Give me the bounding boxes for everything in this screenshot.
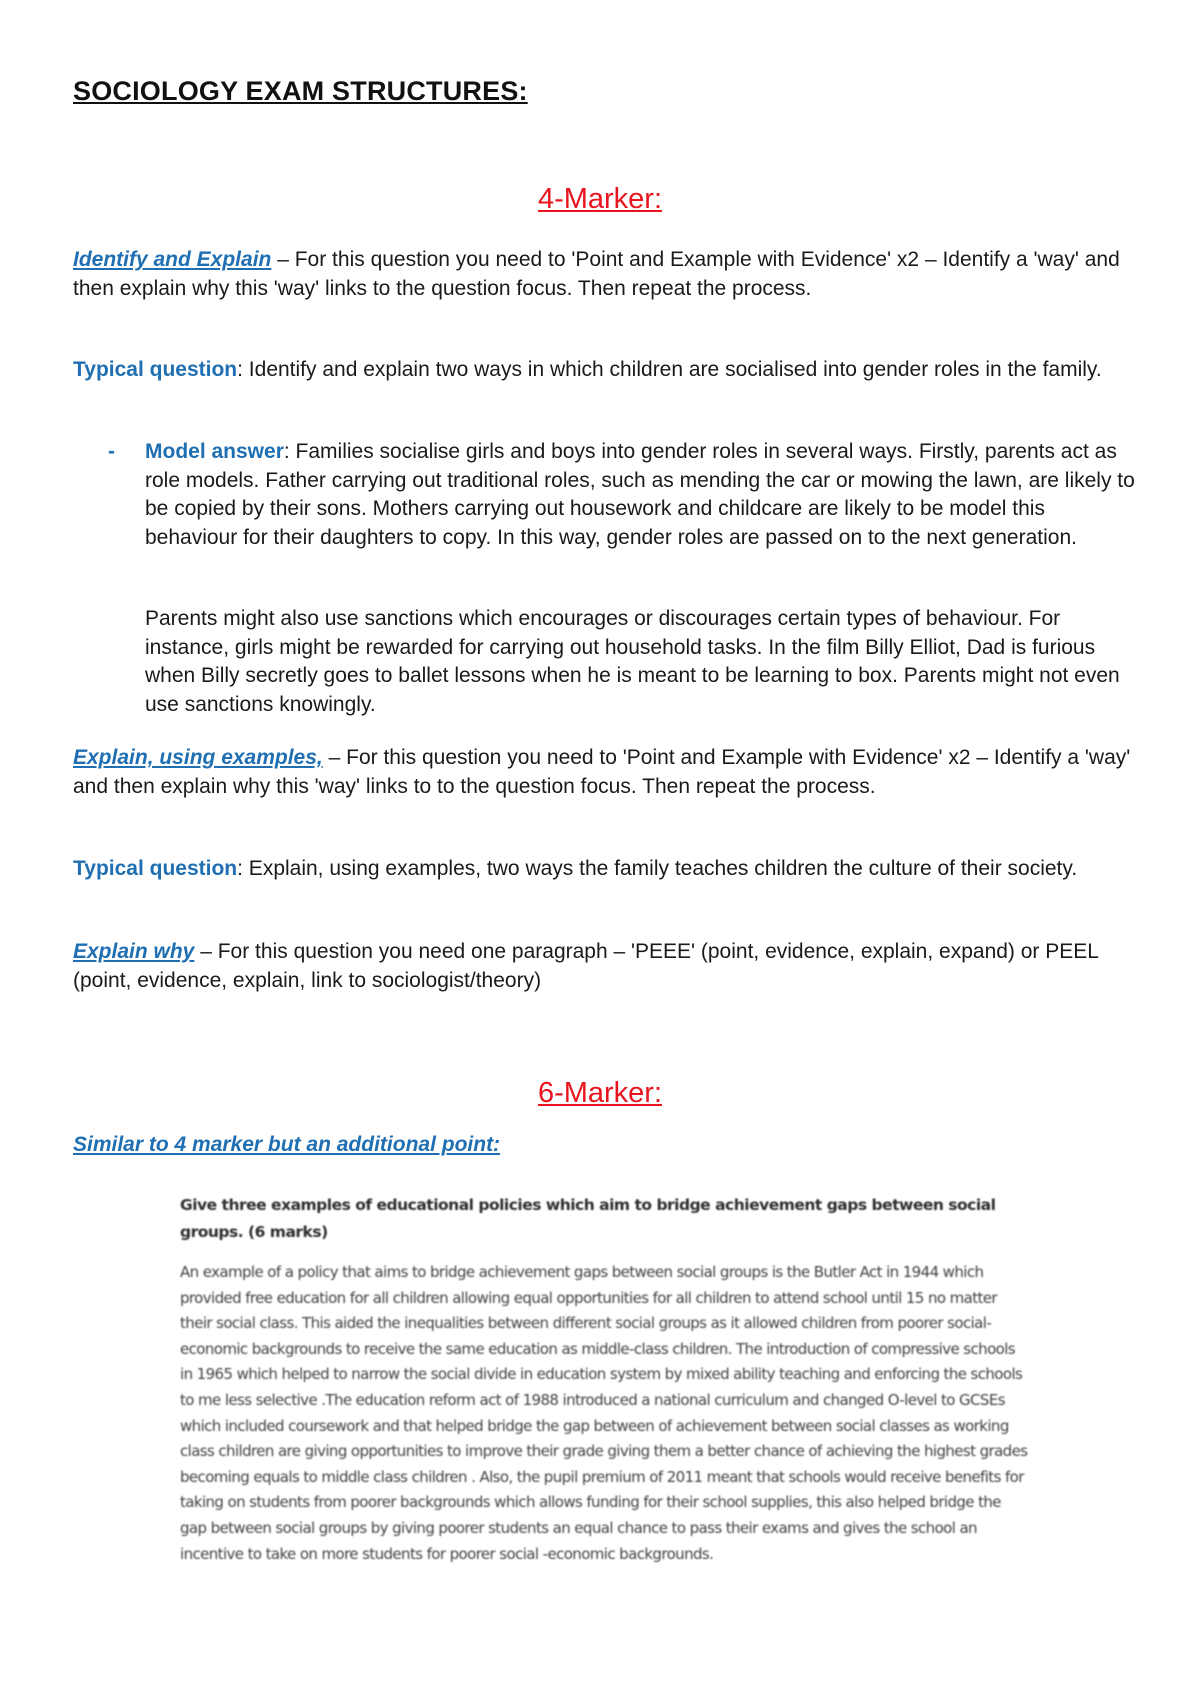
identify-explain-paragraph [73, 246, 1138, 303]
explain-examples-link[interactable]: Explain, using examples, [73, 746, 323, 769]
typical-question-2-label: Typical question [73, 857, 238, 880]
six-marker-subheading-link[interactable]: Similar to 4 marker but an additional point: [73, 1133, 501, 1156]
model-answer-second-paragraph: Parents might also use sanctions which encourages or discourages certain types of behaviour. For instance, girls might be rewarded for carrying out household tasks. In the film Billy Elliot, Dad is furious when Billy secretly goes to ballet lessons when he is meant to be learning to box. Parents might not even use sanctions knowingly. [145, 607, 1120, 716]
typical-question-1-text: : Identify and explain two ways in which children are socialised into gender roles in the family. [237, 358, 1102, 381]
example-answer: An example of a policy that aims to bridge achievement gaps between social groups is the Butler Act in 1944 which provided free education for all children allowing equal opportunities for all children to attend school until 15 no matter their social class. This aided the inequalities between different social groups as it allowed children from poorer social-economic backgrounds to receive the same education as middle-class children. The introduction of compressive schools in 1965 which helped to narrow the social divide in education system by mixed ability teaching and enforcing the schools to me less selective .The education reform act of 1988 introduced a national curriculum and changed O-level to GCSEs which included coursework and that helped bridge the gap between of achievement between social classes as working class children are giving opportunities to improve their grade giving them a better chance of achieving the highest grades becoming equals to middle class children . Also, the pupil premium of 2011 meant that schools would receive benefits for taking on students from poorer backgrounds which allows funding for their school supplies, this also helped bridge the gap between social groups by giving poorer students an equal chance to pass their exams and gives the school an incentive to take on more students for poorer social -economic backgrounds. [180, 1263, 1028, 1563]
example-answer-image [180, 1192, 1030, 1632]
explain-why-paragraph [73, 938, 1138, 995]
explain-why-text: – For this question you need one paragraph – 'PEEE' (point, evidence, explain, expand) or PEEL (point, evidence, explain, link to sociologist/theory) [73, 940, 1099, 992]
model-answer-paragraph [145, 438, 1138, 552]
six-marker-heading: 6-Marker: [537, 1077, 663, 1109]
typical-question-2-text: : Explain, using examples, two ways the family teaches children the culture of their society. [237, 857, 1078, 880]
example-question: Give three examples of educational policies which aim to bridge achievement gaps between social groups. (6 marks) [180, 1196, 996, 1241]
model-answer-label: Model answer [145, 440, 284, 463]
typical-question-2 [73, 855, 1138, 884]
typical-question-1-label: Typical question [73, 358, 238, 381]
explain-examples-text: – For this question you need to 'Point and Example with Evidence' x2 – Identify a 'way' and then explain why this 'way' links to to the question focus. Then repeat the process. [73, 746, 1131, 798]
model-answer-bullet: - [108, 440, 115, 463]
explain-examples-paragraph [73, 744, 1138, 801]
model-answer-text: : Families socialise girls and boys into gender roles in several ways. Firstly, parents act as role models. Father carrying out traditional roles, such as mending the car or mowing the lawn, are likely to be copied by their sons. Mothers carrying out housework and childcare are likely to be model this behaviour for their daughters to copy. In this way, gender roles are passed on to the next generation. [145, 440, 1135, 549]
document-title: SOCIOLOGY EXAM STRUCTURES: [73, 76, 528, 106]
typical-question-1 [73, 356, 1138, 385]
four-marker-heading: 4-Marker: [537, 183, 663, 215]
explain-why-link[interactable]: Explain why [73, 940, 195, 963]
identify-explain-text: – For this question you need to 'Point and Example with Evidence' x2 – Identify a 'way' and then explain why this 'way' links to the question focus. Then repeat the process. [73, 248, 1120, 300]
identify-explain-link[interactable]: Identify and Explain [73, 248, 272, 271]
